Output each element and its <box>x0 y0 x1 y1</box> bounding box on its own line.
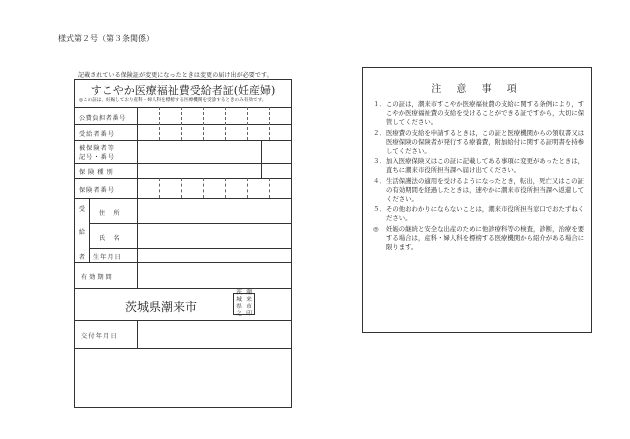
grid-line <box>137 198 138 288</box>
grid-line <box>75 262 291 263</box>
label-recipient-side: 者 <box>78 254 86 261</box>
label-name: 氏 名 <box>99 235 121 242</box>
item-number: ２． <box>373 128 386 137</box>
list-item <box>373 100 585 128</box>
grid-line <box>75 107 291 108</box>
card-validity-note: ◎この証は，妊娠しており産科・婦人科を標榜する医療機関を受診するときのみ有効です。 <box>79 98 267 103</box>
label-insurance-type: 保険種別 <box>79 169 116 176</box>
seal-text: 茨城県 <box>236 290 242 310</box>
item-text: 生活保護法の適用を受けるようになったとき，転出，死亡又はこの証の有効期間を経過したときは，速やかに潮来市役所担当課へ返還してください。 <box>386 176 585 204</box>
digit-divider <box>225 107 226 140</box>
digit-divider <box>181 107 182 140</box>
list-item <box>373 157 585 175</box>
item-number: ４． <box>373 176 386 185</box>
item-number: １． <box>373 100 386 108</box>
label-recipient-side: 給 <box>78 229 86 236</box>
digit-divider <box>159 107 160 140</box>
label-recipient-no: 受給者番号 <box>79 131 115 138</box>
label-birthdate: 生年月日 <box>93 254 122 261</box>
change-notice: 記載されている保険証が変更になったときは変更の届け出が必要です。 <box>78 72 273 79</box>
label-address: 住 所 <box>99 210 121 217</box>
seal-text: 潮来市 <box>246 290 252 310</box>
label-insured-symbol: 被保険者等 <box>79 145 115 152</box>
label-public-payer-no: 公費負担者番号 <box>79 115 126 122</box>
seal-text: 之 <box>236 311 242 317</box>
grid-line <box>89 223 291 224</box>
grid-line <box>75 198 291 199</box>
notes-title: 注 意 事 項 <box>431 84 523 95</box>
digit-divider <box>225 178 226 198</box>
grid-line <box>89 198 90 262</box>
issuer-name: 茨城県潮来市 <box>125 300 198 314</box>
label-insured-number: 記号・番号 <box>79 154 115 161</box>
grid-line <box>75 288 291 289</box>
label-recipient-side: 受 <box>78 206 86 213</box>
official-seal <box>233 290 255 317</box>
notes-list <box>373 100 585 253</box>
grid-line <box>261 140 262 178</box>
label-issue-date: 交付年月日 <box>81 333 118 340</box>
list-item <box>373 129 585 157</box>
list-item <box>373 205 585 223</box>
digit-divider <box>269 178 270 198</box>
grid-line <box>75 178 291 179</box>
digit-divider <box>203 178 204 198</box>
item-text: 加入医療保険又はこの証に記載してある事項に変更があったときは，直ちに潮来市役所担当課へ届け出てください。 <box>386 157 585 175</box>
label-valid-period: 有効期間 <box>81 274 114 281</box>
grid-line <box>137 320 138 348</box>
grid-line <box>75 140 291 141</box>
grid-line <box>137 107 138 198</box>
grid-line <box>75 163 291 164</box>
item-text: その他おわかりにならないことは，潮来市役所担当窓口でおたずねください。 <box>386 205 585 223</box>
digit-divider <box>247 178 248 198</box>
item-text: この証は，潮来市すこやか医療福祉費の支給に関する条例により，すこやか医療福祉費の支給を受けることができる証ですから，大切に保管してください。 <box>386 100 585 127</box>
item-number: ３． <box>373 157 386 166</box>
notes-card <box>362 67 592 333</box>
label-insurer-no: 保険者番号 <box>79 187 115 194</box>
digit-divider <box>203 107 204 140</box>
digit-divider <box>159 178 160 198</box>
digit-divider <box>181 178 182 198</box>
grid-line <box>75 320 291 321</box>
item-text: 医療費の支給を申請するときは，この証と医療機関からの領収書又は医療保険の保険者が発行する療養費，附加給付に関する証明書を持参してください。 <box>386 128 585 156</box>
grid-line <box>75 348 291 349</box>
digit-divider <box>269 107 270 140</box>
grid-line <box>89 248 291 249</box>
seal-text: 印 <box>246 311 252 317</box>
list-item <box>373 225 585 253</box>
form-number-header: 様式第２号（第３条関係） <box>58 34 154 43</box>
item-number: ５． <box>373 205 386 214</box>
item-number: ◎ <box>373 224 379 233</box>
recipient-card <box>74 79 292 408</box>
grid-line <box>75 124 291 125</box>
digit-divider <box>247 107 248 140</box>
item-text: 妊娠の継続と安全な出産のために他診療科等の検査，診断，治療を要する場合は，産科・婦人科を標榜する医療機関から紹介がある場合に限ります。 <box>386 224 585 252</box>
card-title: すこやか医療福祉費受給者証(妊産婦) <box>90 84 276 97</box>
list-item <box>373 177 585 205</box>
